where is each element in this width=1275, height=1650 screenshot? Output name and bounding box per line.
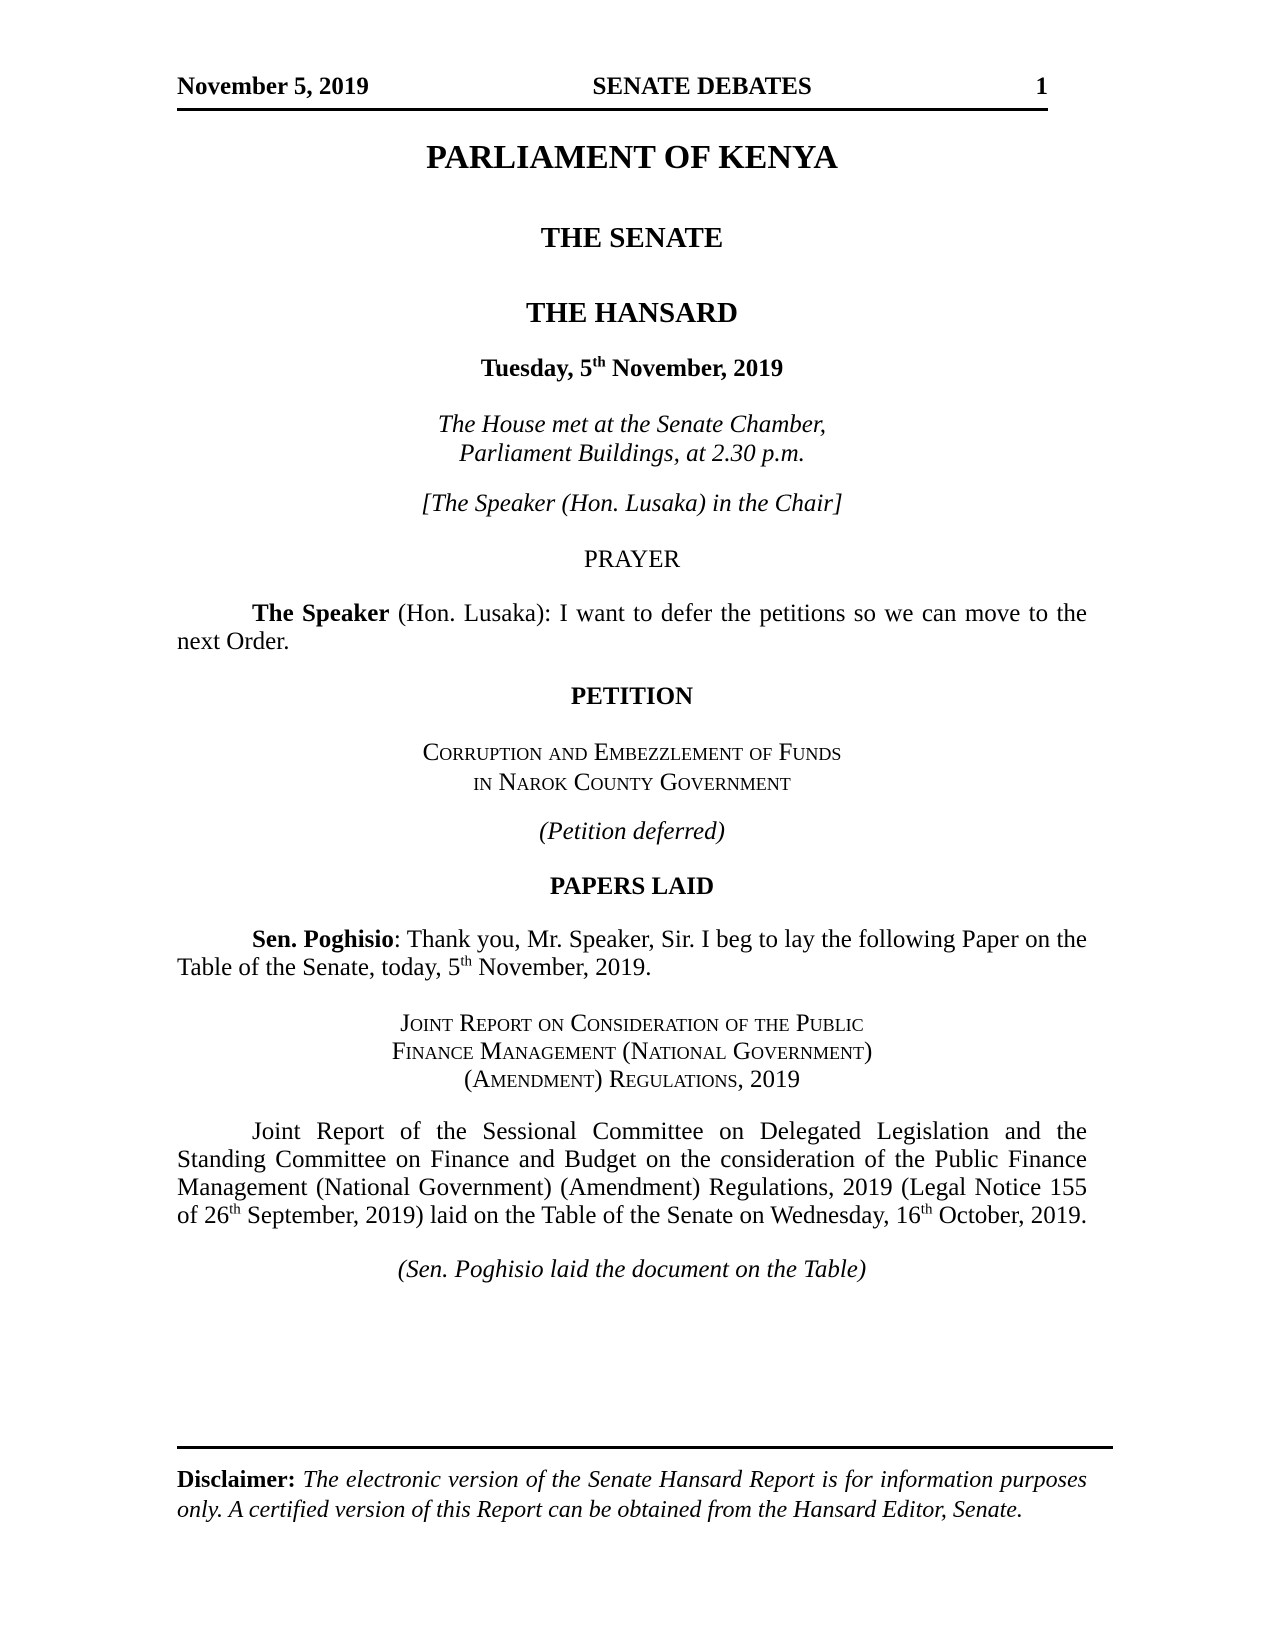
petition-subject-line2: in Narok County Government (473, 769, 791, 796)
title-senate: THE SENATE (540, 222, 724, 254)
prayer-heading: PRAYER (583, 546, 681, 573)
speaker-paragraph (177, 600, 1087, 656)
paper-title-line1: Joint Report on Consideration of the Public (400, 1010, 864, 1037)
paper-title (177, 1010, 1087, 1094)
chair-note: [The Speaker (Hon. Lusaka) in the Chair] (421, 490, 843, 517)
sitting-date: Tuesday, 5th November, 2019 (480, 354, 784, 382)
paper-title-line3: (Amendment) Regulations, 2019 (463, 1066, 801, 1093)
petition-heading: PETITION (570, 683, 694, 710)
disclaimer-label: Disclaimer: (177, 1467, 296, 1493)
disclaimer-text: The electronic version of the Senate Hansard Report is for information purposes only. A certified version of this Report can be obtained from the Hansard Editor, Senate. (177, 1467, 1087, 1523)
speaker-name: The Speaker (252, 600, 390, 627)
header-page-number: 1 (1035, 73, 1048, 100)
petition-subject (177, 738, 1087, 798)
page-footer (177, 1446, 1113, 1525)
petition-subject-line1: Corruption and Embezzlement of Funds (422, 739, 842, 766)
venue-line2: Parliament Buildings, at 2.30 p.m. (459, 440, 805, 467)
paper-action: (Sen. Poghisio laid the document on the Table) (397, 1256, 867, 1283)
paper-description: Joint Report of the Sessional Committee on Delegated Legislation and the Standing Committee on Finance and Budget on the consideration of the Public Finance Management (National Government) (Amendment) Regulations, 2019 (Legal Notice 155 of 26th September, 2019) laid on the Table of the Senate on Wednesday, 16th October, 2019. (177, 1118, 1087, 1229)
page-header (177, 73, 1048, 111)
disclaimer (177, 1465, 1087, 1525)
papers-laid-statement: Sen. Poghisio: Thank you, Mr. Speaker, Sir. I beg to lay the following Paper on the Table of the Senate, today, 5th November, 2019. (177, 926, 1087, 981)
senator-name: Sen. Poghisio (252, 926, 394, 953)
title-parliament: PARLIAMENT OF KENYA (426, 139, 838, 176)
venue-line1: The House met at the Senate Chamber, (437, 411, 827, 438)
title-hansard: THE HANSARD (526, 297, 738, 329)
papers-laid-heading: PAPERS LAID (549, 873, 715, 900)
paper-title-line2: Finance Management (National Government) (391, 1038, 873, 1065)
speaker-text: (Hon. Lusaka): I want to defer the petitions so we can move to the next Order. (177, 600, 1087, 655)
header-date: November 5, 2019 (177, 73, 369, 100)
header-title: SENATE DEBATES (592, 73, 812, 100)
venue-note (177, 410, 1087, 468)
petition-action: (Petition deferred) (539, 818, 725, 845)
